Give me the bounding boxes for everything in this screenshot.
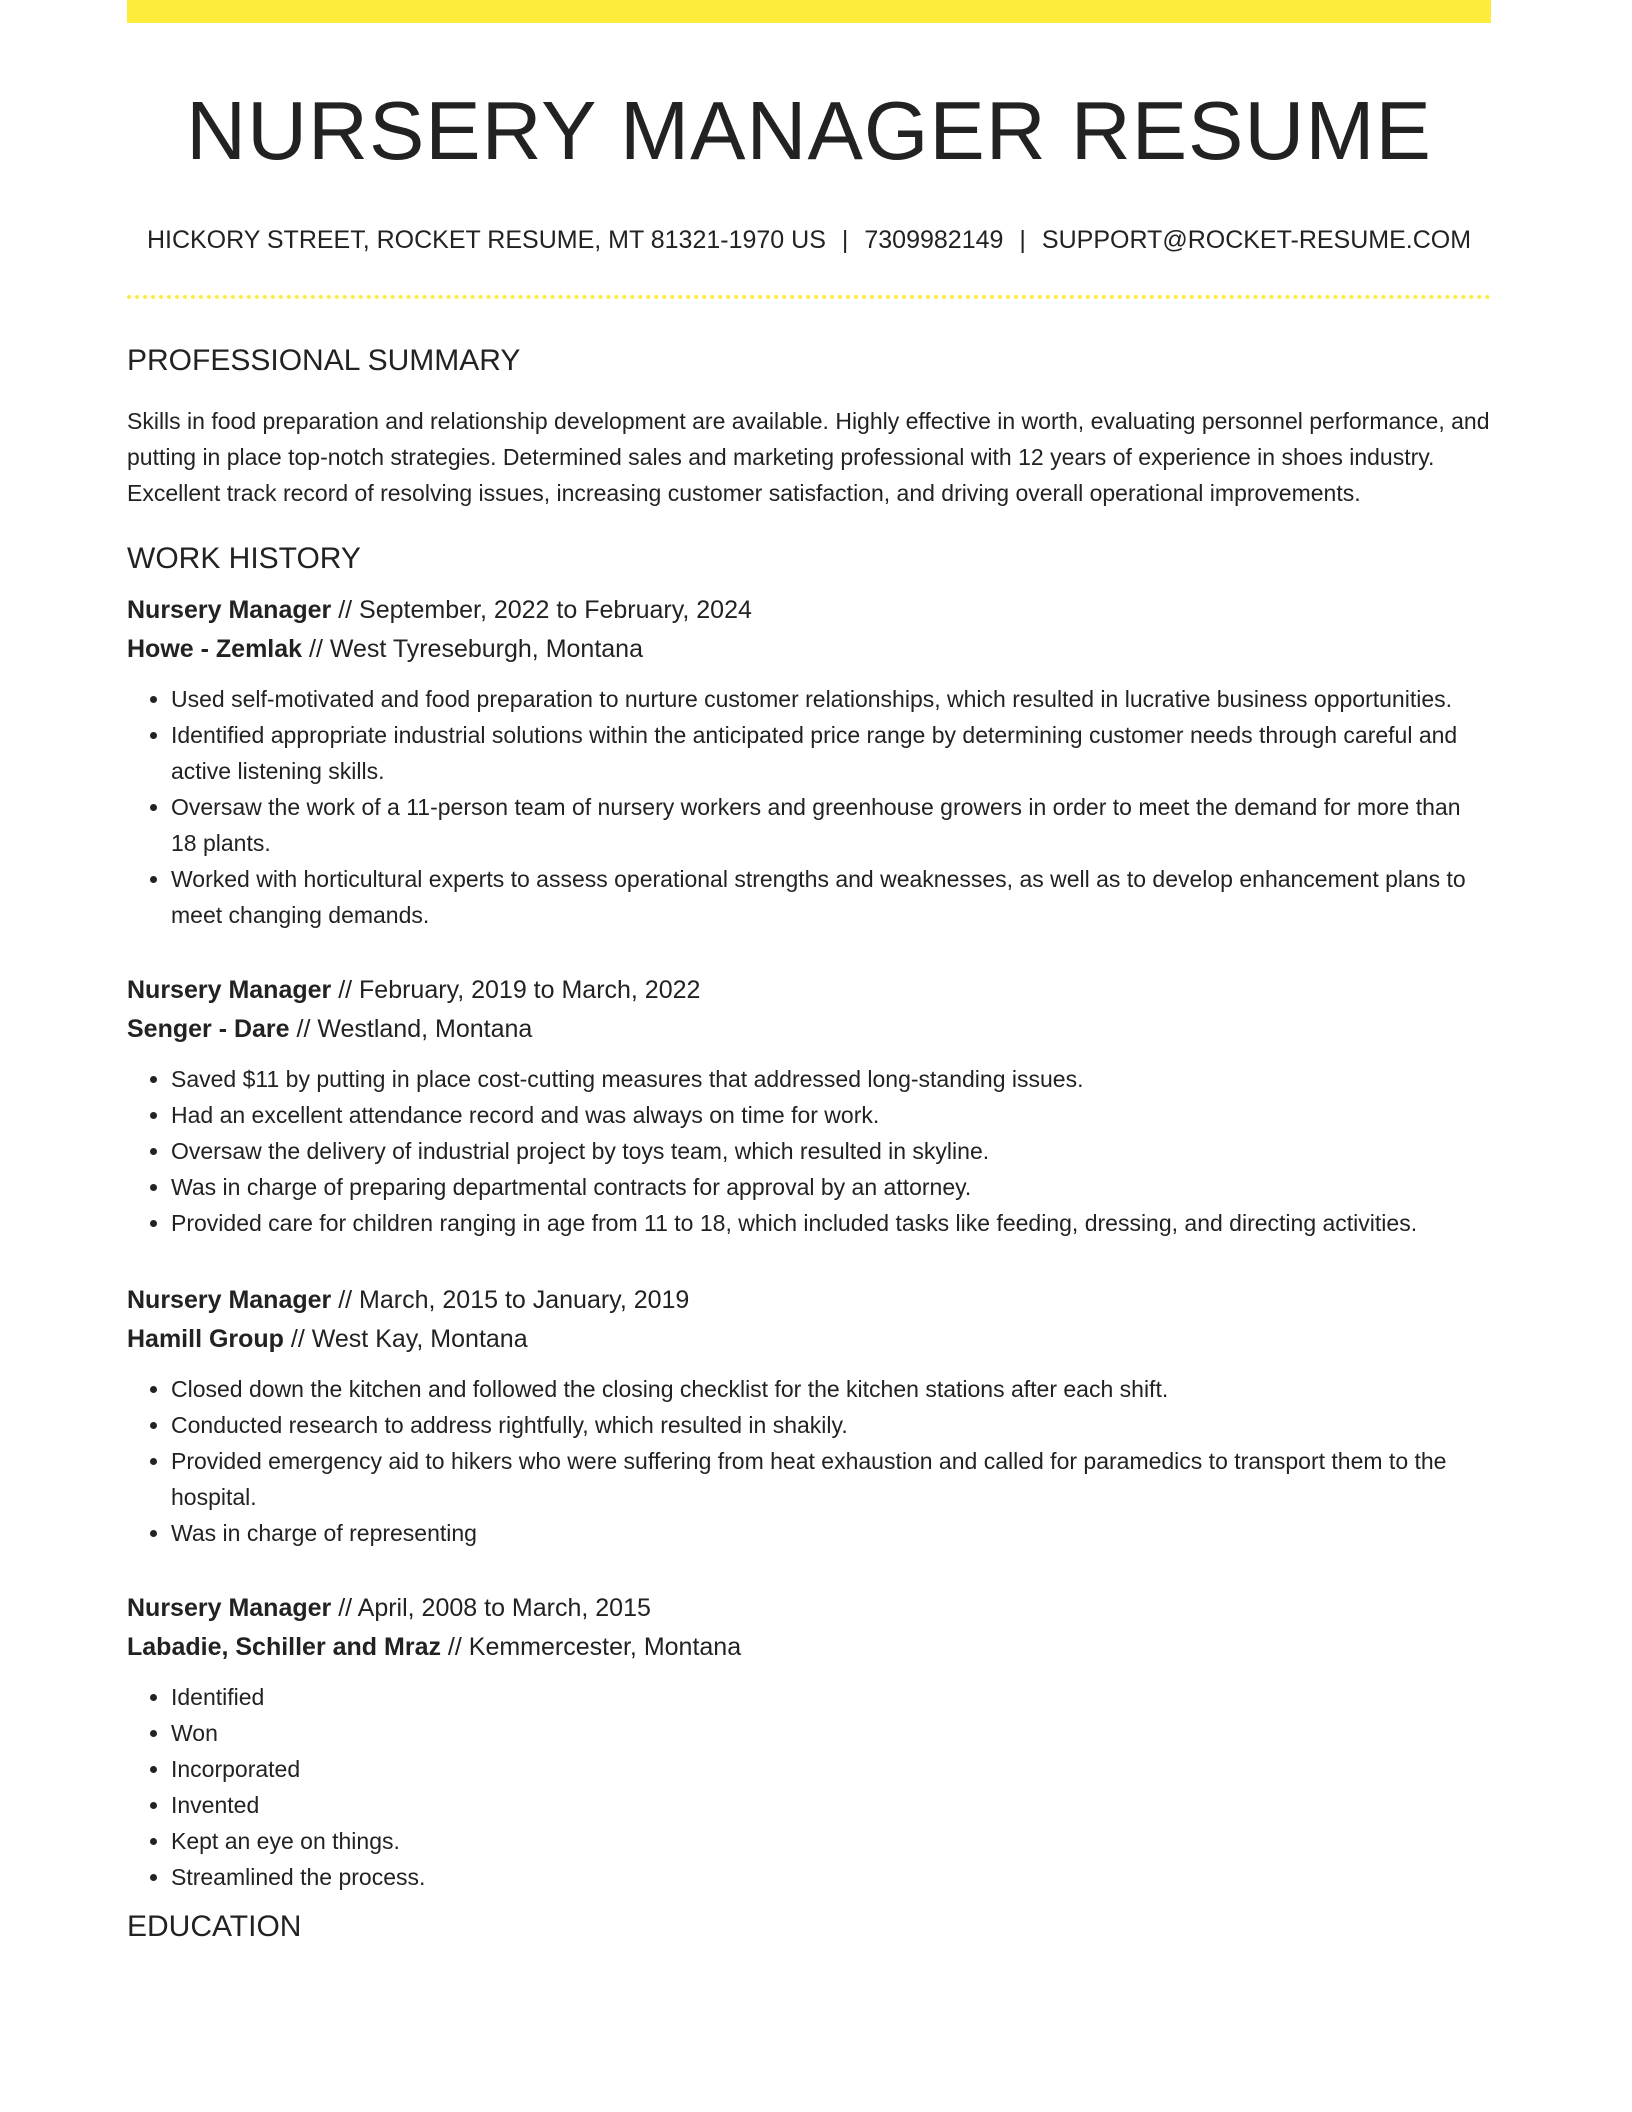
job-bullet-list (127, 1371, 1491, 1551)
job-bullet-item: • Used self-motivated and food preparation to nurture customer relationships, which resulted in lucrative business opportunities. (171, 681, 1491, 717)
job-role: Nursery Manager (127, 595, 332, 624)
job-company-line (127, 1010, 1491, 1049)
job-bullet-list (127, 1061, 1491, 1241)
job-bullet-item: • Provided care for children ranging in age from 11 to 18, which included tasks like feeding, dressing, and directing activities. (171, 1205, 1491, 1241)
summary-heading: PROFESSIONAL SUMMARY (127, 343, 521, 377)
education-heading: EDUCATION (127, 1909, 302, 1943)
dotted-divider (127, 295, 1491, 299)
job-dates: // March, 2015 to January, 2019 (331, 1285, 690, 1314)
job-company-line (127, 630, 1491, 669)
job-company: Labadie, Schiller and Mraz (127, 1632, 441, 1661)
job-title-line (127, 971, 1491, 1010)
job-company-line (127, 1628, 1491, 1667)
job-bullet-item: • Identified (171, 1679, 1491, 1715)
job-bullet-item: • Provided emergency aid to hikers who were suffering from heat exhaustion and called for paramedics to transport them to the hospital. (171, 1443, 1491, 1515)
contact-line (127, 225, 1491, 255)
job-bullet-item: • Invented (171, 1787, 1491, 1823)
job-dates: // April, 2008 to March, 2015 (331, 1593, 651, 1622)
contact-separator: | (1019, 225, 1026, 254)
contact-email: SUPPORT@ROCKET-RESUME.COM (1041, 225, 1472, 254)
job-location: // Westland, Montana (289, 1014, 533, 1043)
job-bullet-item: • Conducted research to address rightfully, which resulted in shakily. (171, 1407, 1491, 1443)
job-bullet-list (127, 1679, 1491, 1895)
work-history-heading: WORK HISTORY (127, 541, 361, 575)
job-entry (127, 591, 1491, 933)
contact-address: HICKORY STREET, ROCKET RESUME, MT 81321-1970 US (146, 225, 826, 254)
job-location: // West Tyreseburgh, Montana (302, 634, 643, 663)
job-bullet-item: • Oversaw the work of a 11-person team of nursery workers and greenhouse growers in order to meet the demand for more than 18 plants. (171, 789, 1491, 861)
work-history-list (127, 591, 1491, 1895)
summary-text: Skills in food preparation and relationship development are available. Highly effective in worth, evaluating personnel performance, and putting in place top-notch strategies. Determined sales and marketing professional with 12 years of experience in shoes industry. Excellent track record of resolving issues, increasing customer satisfaction, and driving overall operational improvements. (127, 407, 1490, 506)
job-location: // Kemmercester, Montana (440, 1632, 742, 1661)
job-bullet-item: • Identified appropriate industrial solutions within the anticipated price range by determining customer needs through careful and active listening skills. (171, 717, 1491, 789)
job-bullet-item: • Oversaw the delivery of industrial project by toys team, which resulted in skyline. (171, 1133, 1491, 1169)
contact-separator: | (841, 225, 849, 254)
job-role: Nursery Manager (127, 1285, 332, 1314)
job-entry (127, 1589, 1491, 1895)
job-bullet-item: • Worked with horticultural experts to assess operational strengths and weaknesses, as well as to develop enhancement plans to meet changing demands. (171, 861, 1491, 933)
job-company-line (127, 1320, 1491, 1359)
job-company: Howe - Zemlak (127, 634, 303, 663)
job-bullet-list (127, 681, 1491, 933)
job-bullet-item: • Was in charge of representing (171, 1515, 1491, 1551)
job-title-line (127, 1589, 1491, 1628)
job-location: // West Kay, Montana (283, 1324, 528, 1353)
job-bullet-item: • Kept an eye on things. (171, 1823, 1491, 1859)
job-bullet-item: • Incorporated (171, 1751, 1491, 1787)
resume-title: NURSERY MANAGER RESUME (186, 84, 1432, 177)
job-company: Hamill Group (127, 1324, 284, 1353)
job-bullet-item: • Won (171, 1715, 1491, 1751)
job-entry (127, 1281, 1491, 1551)
job-bullet-item: • Closed down the kitchen and followed the closing checklist for the kitchen stations after each shift. (171, 1371, 1491, 1407)
job-entry (127, 971, 1491, 1241)
job-role: Nursery Manager (127, 1593, 332, 1622)
job-title-line (127, 1281, 1491, 1320)
resume-page (127, 0, 1491, 1945)
job-dates: // September, 2022 to February, 2024 (331, 595, 752, 624)
job-company: Senger - Dare (127, 1014, 290, 1043)
job-bullet-item: • Saved $11 by putting in place cost-cutting measures that addressed long-standing issues. (171, 1061, 1491, 1097)
job-bullet-item: • Was in charge of preparing departmental contracts for approval by an attorney. (171, 1169, 1491, 1205)
contact-phone: 7309982149 (864, 225, 1004, 254)
job-bullet-item: • Had an excellent attendance record and was always on time for work. (171, 1097, 1491, 1133)
job-title-line (127, 591, 1491, 630)
accent-top-bar (127, 0, 1491, 23)
job-dates: // February, 2019 to March, 2022 (331, 975, 701, 1004)
job-role: Nursery Manager (127, 975, 332, 1004)
job-bullet-item: • Streamlined the process. (171, 1859, 1491, 1895)
